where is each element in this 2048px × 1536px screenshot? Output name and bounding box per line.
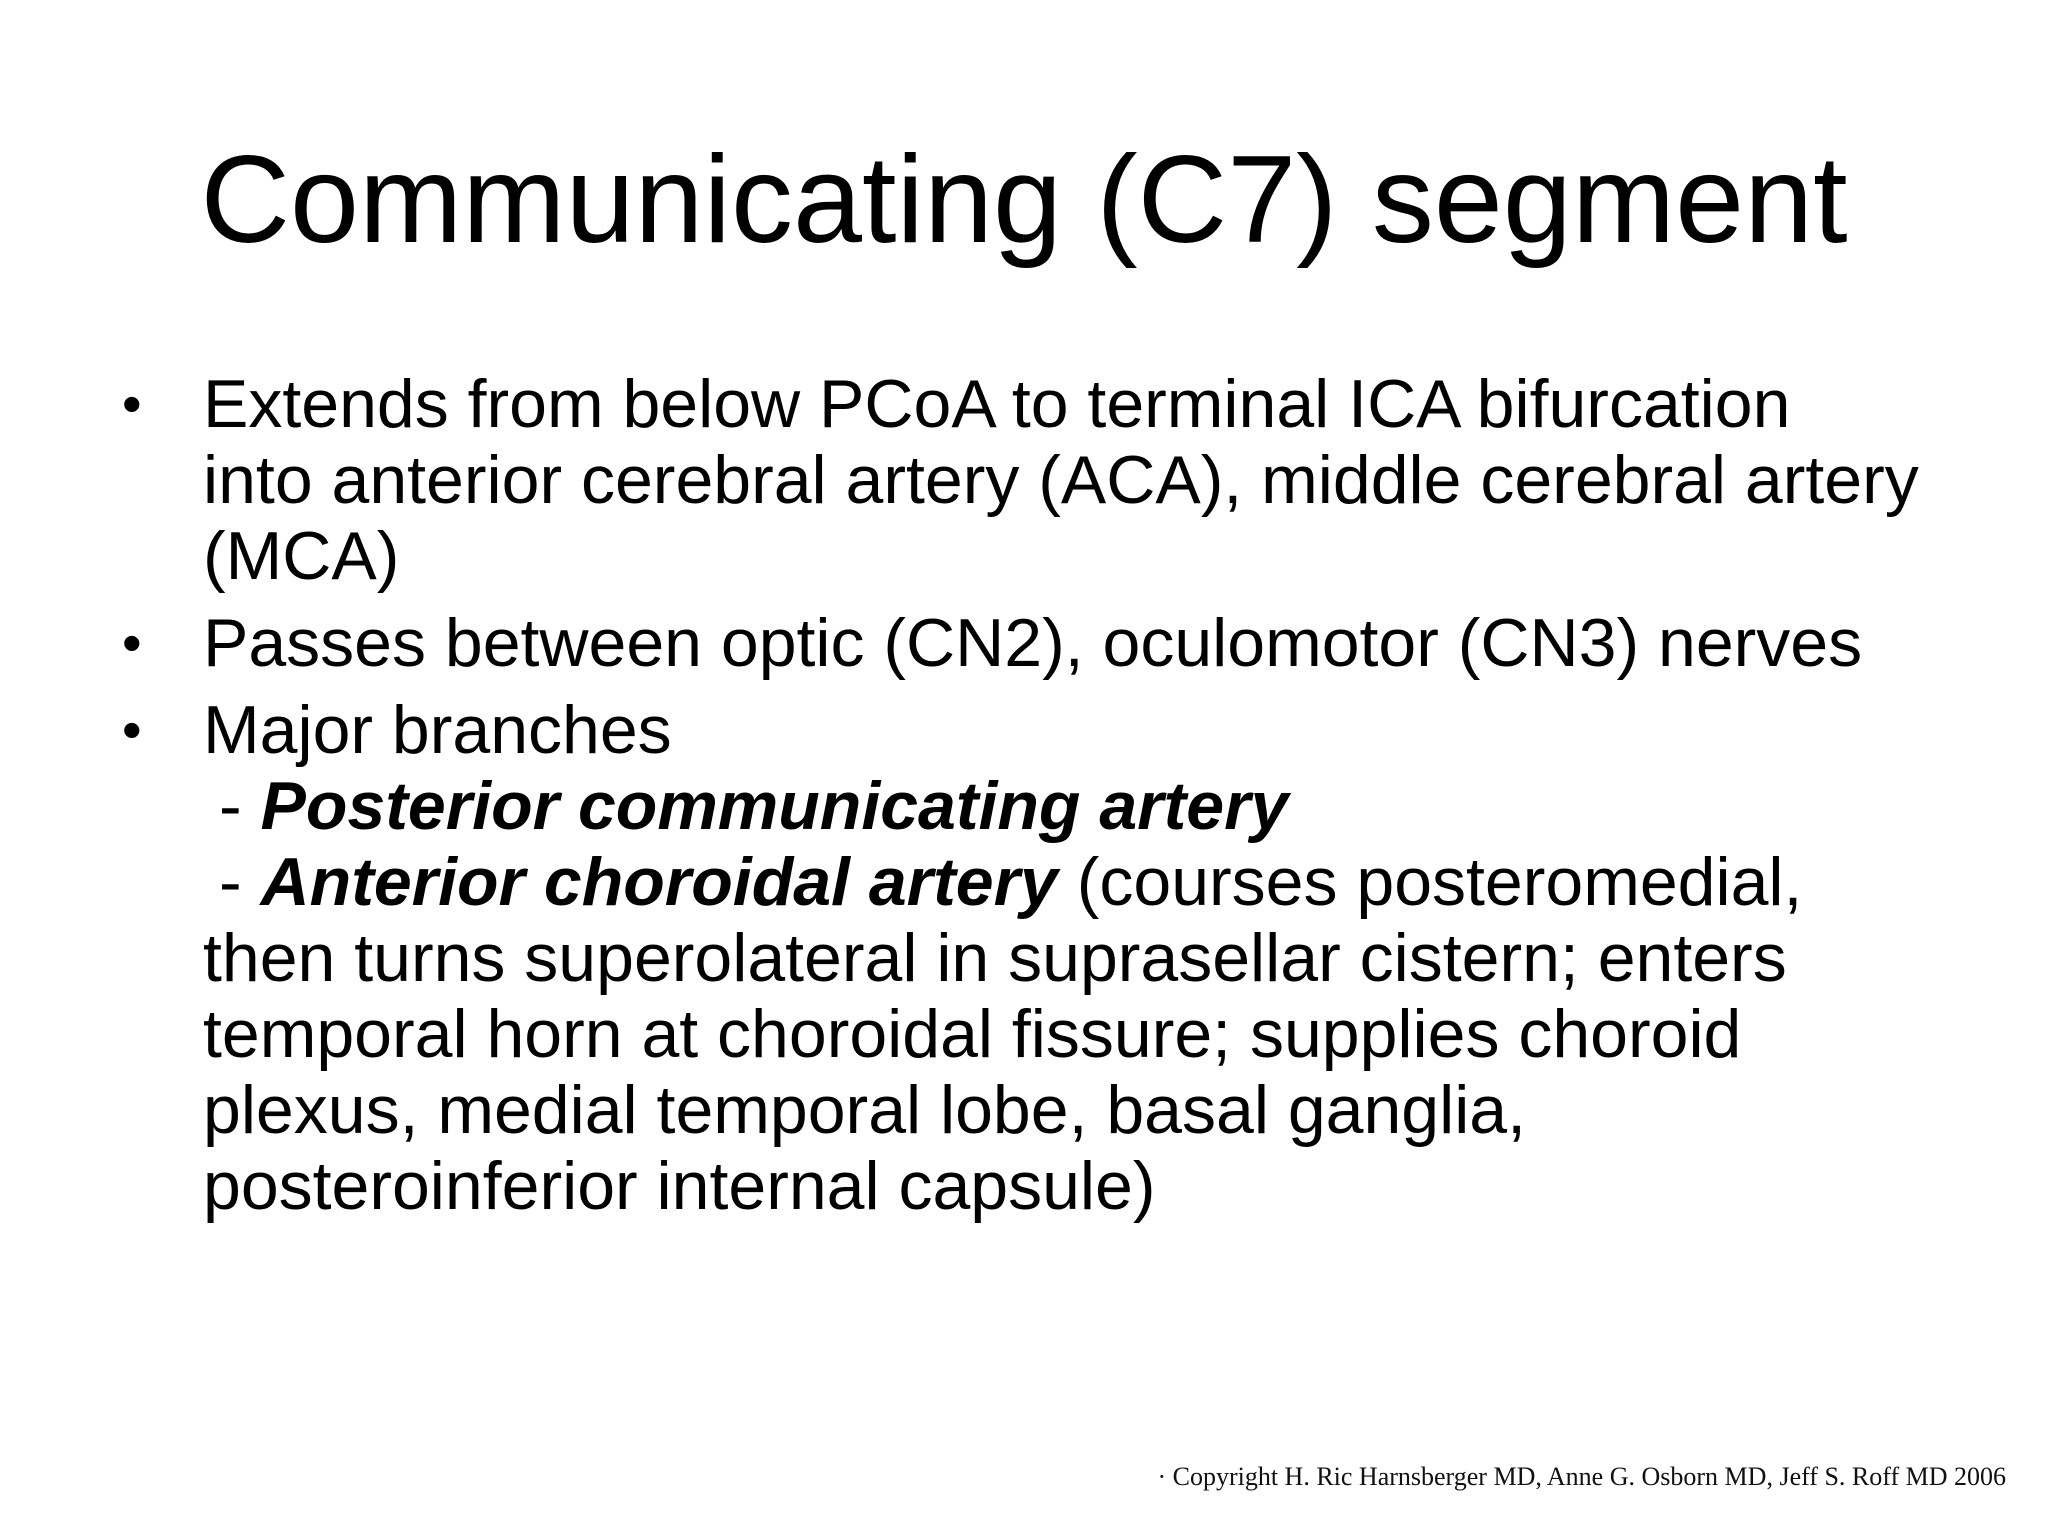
sub-item-emphasis: Posterior communicating artery — [260, 768, 1289, 844]
bullet-dot: • — [122, 698, 142, 761]
sub-item-anterior-choroidal — [203, 844, 2048, 920]
sub-item-dash: - — [219, 844, 261, 920]
bullet-text-line: Passes between optic (CN2), oculomotor (CN3) nerves — [203, 605, 1863, 681]
slide-title: Communicating (C7) segment — [200, 131, 1848, 269]
bullet-item-extends — [0, 366, 2048, 594]
continuation-line: posteroinferior internal capsule) — [203, 1148, 1156, 1224]
sub-item-posterior-communicating — [203, 768, 2048, 844]
sub-item-description: (courses posteromedial, — [1057, 844, 1803, 920]
continuation-line: then turns superolateral in suprasellar cistern; enters — [203, 920, 1787, 996]
bullet-item-major-branches — [0, 692, 2048, 1224]
bullet-list — [0, 366, 2048, 1235]
continuation-line: temporal horn at choroidal fissure; supplies choroid — [203, 996, 1742, 1072]
bullet-heading: Major branches — [203, 692, 672, 768]
continuation-line: plexus, medial temporal lobe, basal ganglia, — [203, 1072, 1527, 1148]
sub-item-dash: - — [219, 768, 261, 844]
bullet-text-line: (MCA) — [203, 518, 400, 594]
copyright-notice: · Copyright H. Ric Harnsberger MD, Anne G. Osborn MD, Jeff S. Roff MD 2006 — [1157, 1462, 2006, 1491]
bullet-item-passes — [0, 605, 2048, 681]
bullet-dot: • — [122, 372, 142, 435]
bullet-text-line: Extends from below PCoA to terminal ICA bifurcation — [203, 366, 1791, 442]
sub-item-emphasis: Anterior choroidal artery — [260, 844, 1058, 920]
bullet-dot: • — [122, 611, 142, 674]
bullet-text-line: into anterior cerebral artery (ACA), middle cerebral artery — [203, 442, 1919, 518]
